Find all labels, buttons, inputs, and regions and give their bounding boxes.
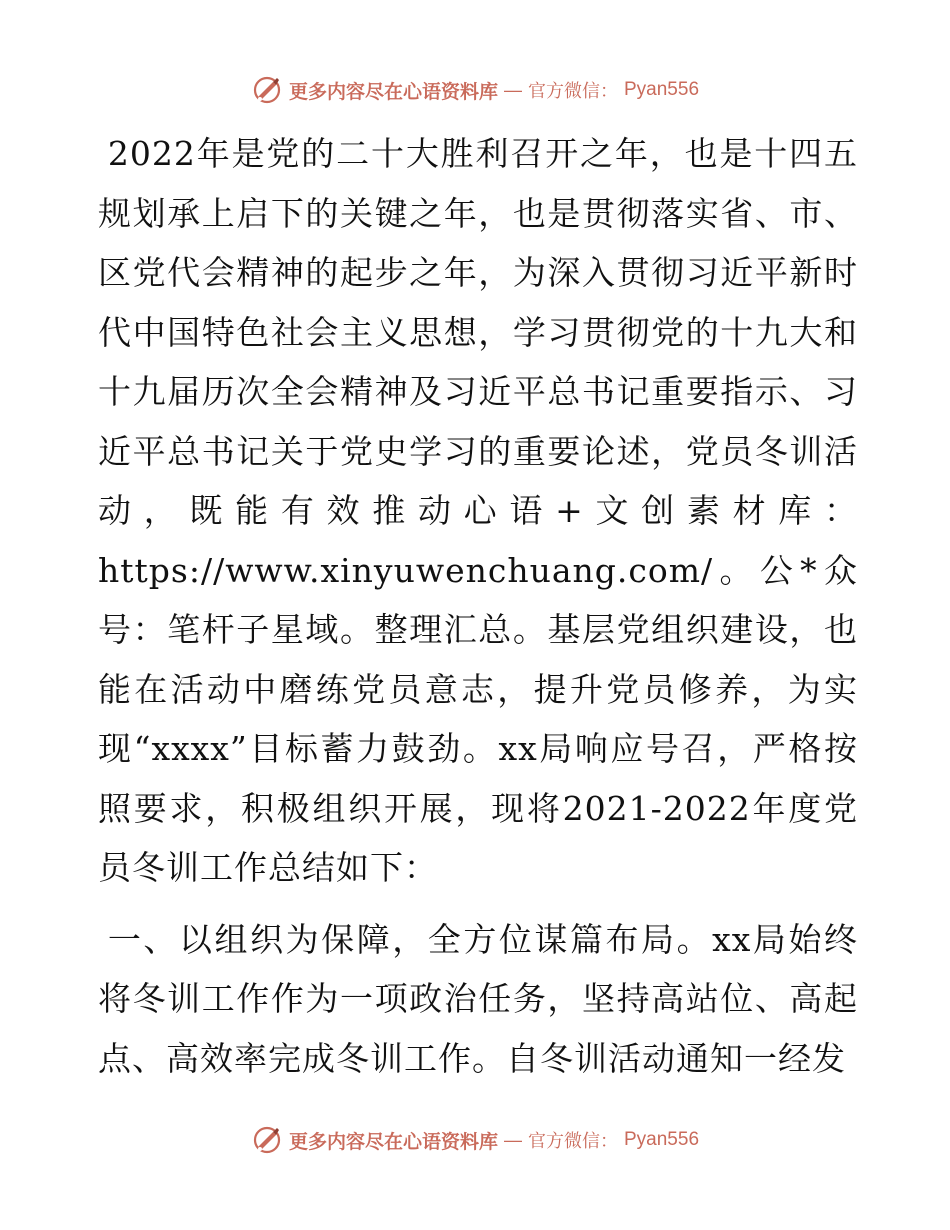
separator-dash: — bbox=[504, 79, 522, 100]
contact-label: 官方微信： bbox=[528, 1131, 618, 1152]
contact-id: Pyan556 bbox=[624, 1129, 700, 1150]
contact-label: 官方微信： bbox=[528, 81, 618, 102]
pen-seal-logo-icon bbox=[251, 74, 283, 106]
footer-banner bbox=[0, 1120, 950, 1160]
pen-seal-logo-icon bbox=[251, 1124, 283, 1156]
header-banner bbox=[0, 70, 950, 110]
site-name-text: 更多内容尽在心语资料库 bbox=[288, 80, 498, 103]
separator-dash: — bbox=[504, 1129, 522, 1150]
body-paragraph-intro: 2022年是党的二十大胜利召开之年，也是十四五规划承上启下的关键之年，也是贯彻落实省、市、区党代会精神的起步之年，为深入贯彻习近平新时代中国特色社会主义思想，学习贯彻党的十九大和十九届历次全会精神及习近平总书记重要指示、习近平总书记关于党史学习的重要论述，党员冬训活动，既能有效推动心语+文创素材库：https://www.xinyuwenchuang.com/。公*众号：笔杆子星域。整理汇总。基层党组织建设，也能在活动中磨练党员意志，提升党员修养，为实现“xxxx”目标蓄力鼓劲。xx局响应号召，严格按照要求，积极组织开展，现将2021-2022年度党员冬训工作总结如下： bbox=[98, 134, 858, 887]
contact-id: Pyan556 bbox=[624, 79, 700, 100]
body-paragraph-section-one: 一、以组织为保障，全方位谋篇布局。xx局始终将冬训工作作为一项政治任务，坚持高站位、高起点、高效率完成冬训工作。自冬训活动通知一经发 bbox=[98, 919, 858, 1078]
site-name-text: 更多内容尽在心语资料库 bbox=[288, 1130, 498, 1153]
document-body bbox=[98, 124, 858, 1088]
